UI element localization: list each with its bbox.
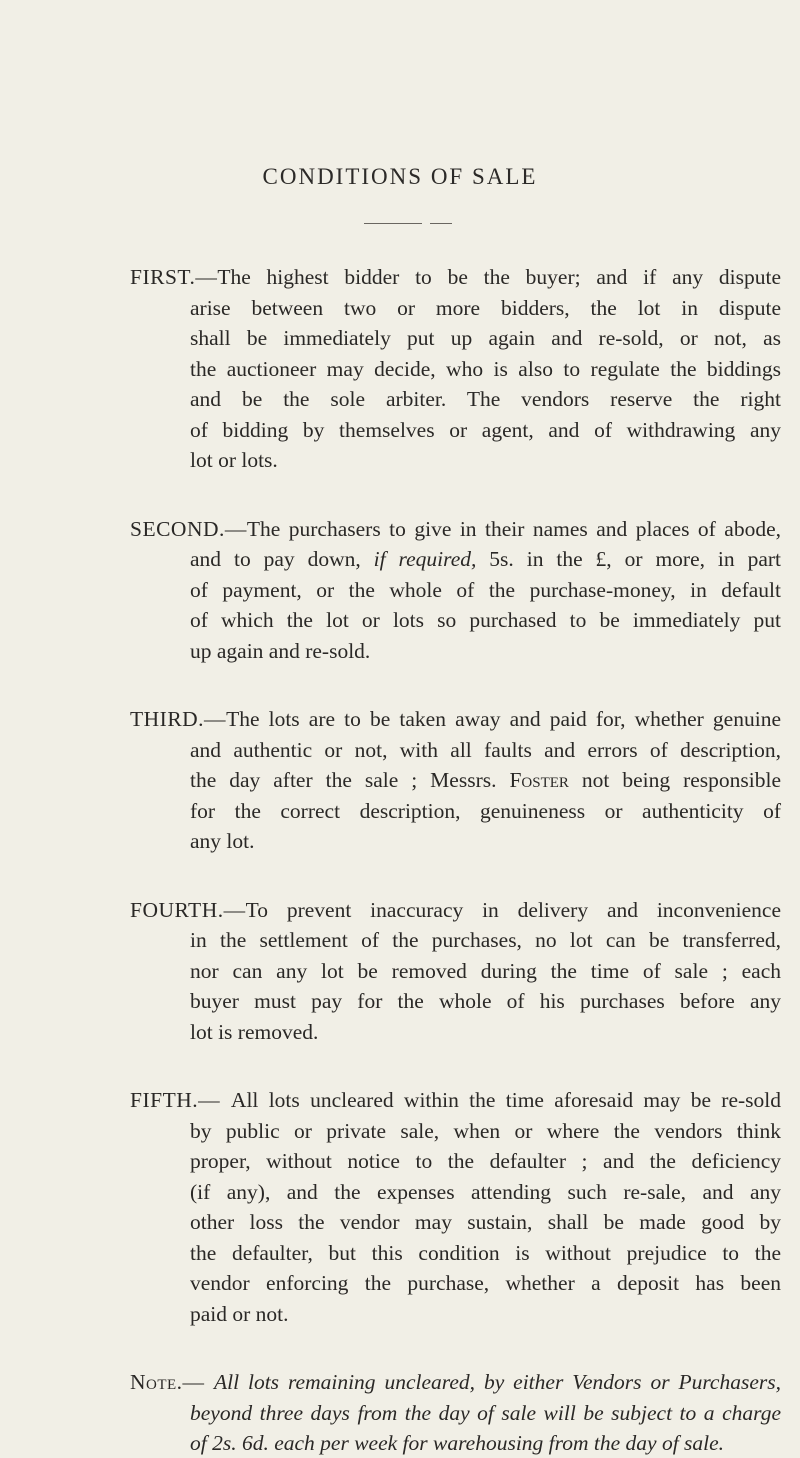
title-divider-short <box>430 223 452 224</box>
condition-third-line-3: the day after the sale ; Messrs. Foster not being responsible <box>190 768 781 792</box>
condition-fourth-line-3: nor can any lot be removed during the time of sale ; each <box>190 958 781 983</box>
condition-fifth-line-5: other loss the vendor may sustain, shall be made good by <box>190 1210 781 1234</box>
condition-first-line-5: and be the sole arbiter. The vendors reserve the right <box>190 387 781 411</box>
condition-second-line-3: of payment, or the whole of the purchase-money, in default <box>190 577 781 602</box>
condition-fourth-line-2: in the settlement of the purchases, no lot can be transferred, <box>190 928 781 952</box>
condition-fifth-line-4: (if any), and the expenses attending such re-sale, and any <box>190 1179 781 1204</box>
note-line-3: of 2s. 6d. each per week for warehousing from the day of sale. <box>190 1431 725 1455</box>
note-line-2: beyond three days from the day of sale will be subject to a charge <box>190 1400 781 1425</box>
note-line-1: Note.— All lots remaining uncleared, by either Vendors or Purchasers, <box>130 1370 781 1394</box>
condition-fifth-line-3: proper, without notice to the defaulter ; and the deficiency <box>190 1149 781 1173</box>
condition-fifth-line-1: FIFTH.— All lots uncleared within the time aforesaid may be re-sold <box>130 1088 781 1112</box>
condition-third-line-4: for the correct description, genuineness or authenticity of <box>190 798 781 823</box>
condition-fourth-line-1: FOURTH.—To prevent inaccuracy in delivery and inconvenience <box>130 897 781 922</box>
condition-heading: FIFTH.— <box>130 1088 231 1112</box>
condition-first-line-3: shall be immediately put up again and re-sold, or not, as <box>190 326 781 350</box>
condition-fifth-line-6: the defaulter, but this condition is without prejudice to the <box>190 1240 781 1265</box>
condition-first-line-2: arise between two or more bidders, the lot in dispute <box>190 295 781 320</box>
condition-fifth-line-8: paid or not. <box>190 1301 289 1326</box>
condition-heading: SECOND.— <box>130 516 247 541</box>
condition-fifth-line-2: by public or private sale, when or where the vendors think <box>190 1118 781 1143</box>
condition-third-line-5: any lot. <box>190 829 255 853</box>
condition-fourth-line-4: buyer must pay for the whole of his purchases before any <box>190 989 781 1013</box>
condition-third-line-1: THIRD.—The lots are to be taken away and paid for, whether genuine <box>130 707 781 731</box>
condition-first-line-7: lot or lots. <box>190 448 278 472</box>
condition-second-line-1: SECOND.—The purchasers to give in their names and places of abode, <box>130 516 781 541</box>
condition-first-line-6: of bidding by themselves or agent, and of withdrawing any <box>190 417 781 442</box>
condition-heading: FOURTH.— <box>130 897 246 922</box>
condition-first-line-4: the auctioneer may decide, who is also to regulate the biddings <box>190 356 781 381</box>
condition-fourth-line-5: lot is removed. <box>190 1019 319 1044</box>
condition-third-line-2: and authentic or not, with all faults and errors of description, <box>190 737 781 762</box>
condition-heading: THIRD.— <box>130 707 227 731</box>
condition-second-line-5: up again and re-sold. <box>190 638 371 663</box>
title-divider <box>364 223 422 224</box>
condition-second-line-2: and to pay down, if required, 5s. in the £, or more, in part <box>190 547 781 571</box>
page-title: CONDITIONS OF SALE <box>262 164 538 189</box>
condition-heading: FIRST.— <box>130 265 218 289</box>
condition-fifth-line-7: vendor enforcing the purchase, whether a deposit has been <box>190 1271 781 1295</box>
condition-second-line-4: of which the lot or lots so purchased to be immediately put <box>190 608 781 632</box>
note-heading: Note.— <box>130 1370 214 1394</box>
condition-first-line-1: FIRST.—The highest bidder to be the buyer; and if any dispute <box>130 265 781 289</box>
